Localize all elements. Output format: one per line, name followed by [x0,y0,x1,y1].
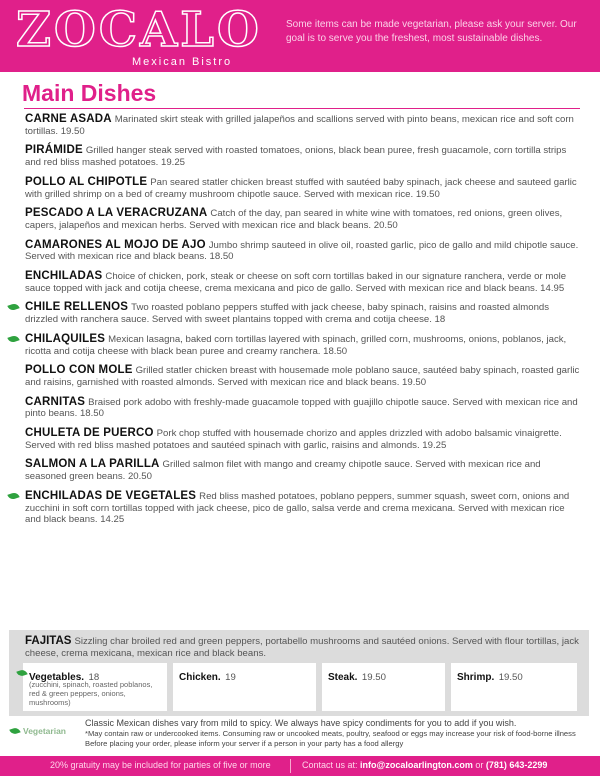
option-price: 19 [225,672,236,683]
fajitas-text [25,636,581,659]
dish-description: Pork chop stuffed with housemade chorizo and apples drizzled with adobo balsamic vinaigrette. Served with red bliss mashed potatoes and sautéed spinach with garlic, raisins and almonds. 19.25 [25,428,562,451]
fajitas-option-chicken [173,663,316,711]
option-name: Vegetables. [29,672,85,683]
title-divider [24,108,580,109]
dish-description: Jumbo shrimp sauteed in olive oil, roasted garlic, pico de gallo and mild chipotle sauce. Served with mexican rice and black beans. 18.50 [25,239,579,263]
contact-info [302,760,547,770]
dish-name: CHULETA DE PUERCO [25,427,154,440]
option-note: (zucchini, spinach, roasted poblanos, red & green peppers, onions, mushrooms) [29,680,153,707]
dish-name: CAMARONES AL MOJO DE AJO [25,238,206,251]
menu-notes [85,717,595,749]
dish-item [25,459,581,482]
dish-description: Pan seared statler chicken breast stuffed with sautéed baby spinach, jack cheese and sauteed garlic with grilled shrimp on a bed of creamy mushroom chipotle sauce. Served with mexican rice. 19.50 [25,176,577,200]
dish-description: Choice of chicken, pork, steak or cheese on soft corn tortillas baked in our signature ranchera, verde or mole sauce topped with jack and cotija cheese, crema mexicana and pico de gallo. Served with mexican rice and black beans. 14.95 [25,271,567,294]
option-name: Chicken. [179,672,221,683]
option-name: Shrimp. [457,672,495,683]
raw-food-warning: *May contain raw or undercooked items. Consuming raw or uncooked meats, poultry, seafood or eggs may increase your risk of food-borne illness [85,729,576,738]
logo [16,4,266,72]
vegetarian-leaf-icon [7,334,19,343]
option-price: 19.50 [361,672,386,683]
dish-name: CARNE ASADA [25,113,112,125]
dish-item [25,302,581,325]
fajitas-option-steak [322,663,445,711]
vegetarian-label: Vegetarian [23,725,66,736]
dish-name: PESCADO A LA VERACRUZANA [25,207,208,220]
logo-subtitle: Mexican Bistro [132,56,233,68]
dish-name: POLLO CON MOLE [25,364,133,377]
dish-item [25,240,581,263]
dish-item [25,177,581,200]
fajitas-option-vegetables [23,663,167,711]
dish-description: Mexican lasagna, baked corn tortillas layered with spinach, grilled corn, mushrooms, onions, poblanos, jack, ricotta and cotija cheese with black bean puree and creamy ranchera. 18.50 [25,333,567,357]
dish-list [25,114,581,534]
dish-description: Braised pork adobo with freshly-made guacamole topped with guajillo chipotle sauce. Served with mexican rice and pinto beans. 18.50 [25,396,578,420]
dish-name: SALMON A LA PARILLA [25,458,160,471]
dish-description: Red bliss mashed potatoes, poblano peppers, summer squash, sweet corn, onions and zucchini in soft corn tortillas topped with jack cheese, pico de gallo, salsa verde and crema mexicana. Served with mexican rice and black beans. 14.25 [25,490,570,526]
dish-description: Marinated skirt steak with grilled jalapeños and scallions served with pinto beans, mexican rice and soft corn tortillas. 19.50 [25,114,574,137]
contact-phone-link[interactable]: (781) 643-2299 [485,760,548,770]
allergy-note: Before placing your order, please inform your server if a person in your party has a food allergy [85,739,404,748]
dish-description: Grilled hanger steak served with roasted tomatoes, onions, black bean puree, fresh guacamole, corn tortilla strips and red bliss mashed potatoes. 19.25 [25,145,567,169]
fajitas-panel [9,630,589,716]
dish-item [25,271,581,294]
contact-prefix: Contact us at: [302,760,358,770]
dish-name: POLLO AL CHIPOTLE [25,175,148,188]
dish-item [25,334,581,357]
dish-name: PIRÁMIDE [25,144,83,157]
dish-name: ENCHILADAS [25,270,103,283]
dish-name: CHILE RELLENOS [25,301,129,314]
gratuity-note: 20% gratuity may be included for parties of five or more [50,760,271,770]
fajitas-description: Sizzling char broiled red and green peppers, portabello mushrooms and sautéed onions. Served with flour tortillas, jack cheese, crema mexicana, mexican rice and black beans. [25,636,579,659]
dish-item [25,491,581,526]
dish-item [25,208,581,231]
option-name: Steak. [328,672,358,683]
fajitas-name: FAJITAS [25,635,72,647]
vegetarian-leaf-icon [16,669,27,678]
dish-description: Catch of the day, pan seared in white wine with tomatoes, red onions, green olives, capers, jalapeños and mexican herbs. Served with mexican rice and black beans. 20.50 [25,208,563,231]
dish-name: ENCHILADAS DE VEGETALES [25,489,197,502]
dish-item [25,365,581,388]
footer-divider [290,759,291,773]
vegetarian-leaf-icon [7,491,19,500]
dish-item [25,145,581,168]
dish-item [25,428,581,451]
dish-name: CHILAQUILES [25,332,106,345]
contact-or: or [475,760,484,770]
footer-bar [0,756,600,776]
dish-description: Two roasted poblano peppers stuffed with jack cheese, baby spinach, raisins and roasted almonds drizzled with ranchera sauce. Served with sweet plantains topped with crema and cotija cheese. 18 [25,302,550,326]
vegetarian-legend [10,722,66,740]
header-banner [0,0,600,72]
dish-description: Grilled statler chicken breast with housemade mole poblano sauce, sautéed baby spinach, roasted garlic and raisins, garnished with roasted almonds. Served with mexican rice and black beans. 19.50 [25,365,580,388]
header-note: Some items can be made vegetarian, please ask your server. Our goal is to serve you the freshest, most sustainable dishes. [286,19,577,44]
logo-text: ZOCALO [16,2,262,58]
contact-email-link[interactable]: info@zocaloarlington.com [360,760,473,770]
fajitas-option-shrimp [451,663,577,711]
dish-description: Grilled salmon filet with mango and creamy chipotle sauce. Served with mexican rice and seasoned green beans. 20.50 [25,459,541,483]
option-price: 19.50 [498,672,523,683]
dish-item [25,114,581,137]
spice-note: Classic Mexican dishes vary from mild to spicy. We always have spicy condiments for you to add if you wish. [85,718,517,728]
dish-name: CARNITAS [25,395,86,408]
dish-item [25,397,581,420]
vegetarian-leaf-icon [7,303,19,312]
page-title: Main Dishes [22,80,157,106]
option-price: 18 [88,672,100,683]
vegetarian-leaf-icon [9,726,20,735]
